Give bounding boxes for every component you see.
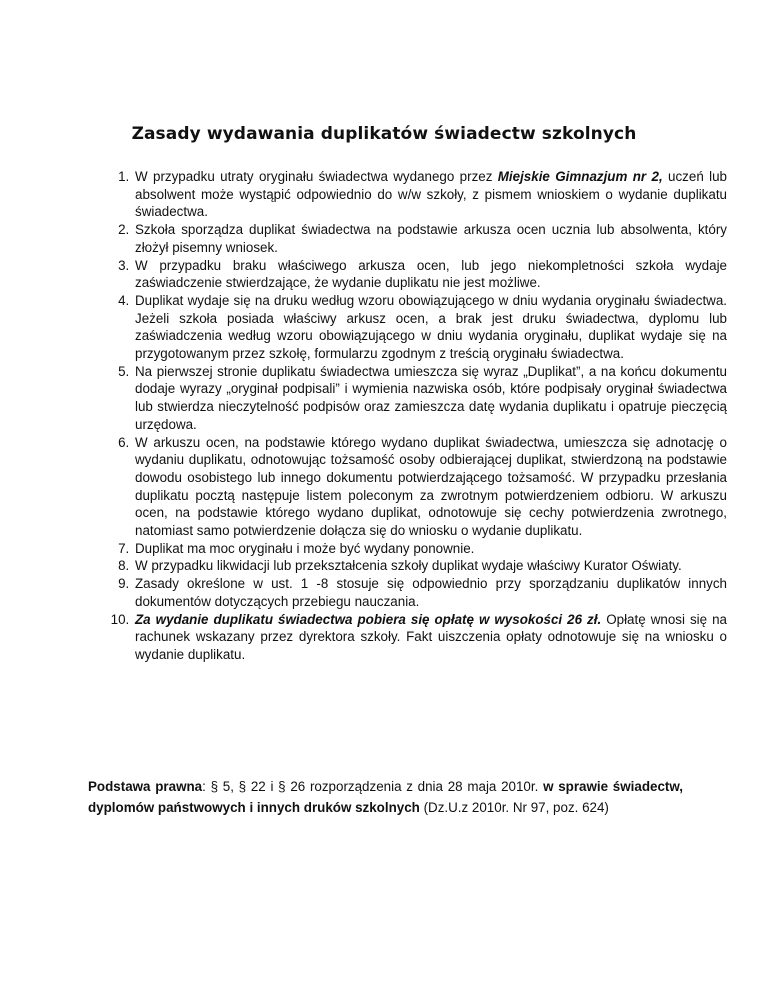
item-emphasis: Miejskie Gimnazjum nr 2,: [497, 169, 663, 184]
rules-list: [88, 168, 727, 664]
item-text-tail: Opłatę wnosi się na rachunek wskazany przez dyrektora szkoły. Fakt uiszczenia opłaty odnotowuje się na wniosku o wydanie duplikatu.: [135, 611, 727, 662]
legal-basis-act-title: w sprawie świadectw, dyplomów państwowych i innych druków szkolnych: [88, 779, 684, 815]
item-text: W przypadku braku właściwego arkusza ocen, lub jego niekompletności szkoła wydaje zaświadczenie stwierdzające, że wydanie duplikatu nie jest możliwe.: [135, 257, 727, 291]
list-item: [133, 540, 727, 558]
list-item: [133, 611, 727, 664]
item-emphasis: Za wydanie duplikatu świadectwa pobiera się opłatę w wysokości 26 zł.: [135, 611, 602, 627]
item-text: W arkuszu ocen, na podstawie którego wydano duplikat świadectwa, umieszcza się adnotację o wydaniu duplikatu, odnotowując tożsamość osoby odbierającej duplikat, stwierdzoną na podstawie dowodu osobistego lub innego dokumentu potwierdzającego tożsamość. W przypadku przesłania duplikatu pocztą następuje listem poleconym za zwrotnym potwierdzeniem odbioru. W arkuszu ocen, na podstawie którego wydano duplikat, odnotowuje się cechy potwierdzenia zwrotnego, natomiast samo potwierdzenie dołącza się do wniosku o wydanie duplikatu.: [135, 434, 727, 539]
item-text: Szkoła sporządza duplikat świadectwa na podstawie arkusza ocen ucznia lub absolwenta, który złożył pisemny wniosek.: [135, 222, 727, 255]
legal-basis: [88, 776, 683, 818]
list-item: [133, 363, 727, 434]
item-text: Na pierwszej stronie duplikatu świadectwa umieszcza się wyraz „Duplikat”, a na końcu dokumentu dodaje wyrazy „oryginał podpisali” i wymienia nazwiska osób, które podpisały oryginał świadectwa lub stwierdza nieczytelność podpisów oraz zamieszcza datę wydania duplikatu i opatruje pieczęcią urzędowa.: [135, 363, 727, 432]
list-item: [133, 292, 727, 363]
item-text: Duplikat ma moc oryginału i może być wydany ponownie.: [135, 540, 475, 556]
item-text: W przypadku likwidacji lub przekształcenia szkoły duplikat wydaje właściwy Kurator Oświaty.: [135, 558, 682, 574]
legal-basis-citation: (Dz.U.z 2010r. Nr 97, poz. 624): [419, 800, 609, 815]
legal-basis-label: Podstawa prawna: [88, 779, 203, 794]
legal-basis-text: : § 5, § 22 i § 26 rozporządzenia z dnia 28 maja 2010r.: [202, 779, 544, 794]
item-text: W przypadku utraty oryginału świadectwa wydanego przez: [135, 169, 498, 184]
item-text-tail: uczeń lub absolwent może wystąpić odpowiednio do w/w szkoły, z pismem wnioskiem o wydanie duplikatu świadectwa.: [135, 169, 727, 220]
list-item: [133, 257, 727, 292]
list-item: [133, 221, 727, 256]
list-item: [133, 557, 727, 575]
document-title: Zasady wydawania duplikatów świadectw szkolnych: [131, 124, 637, 144]
list-item: [133, 575, 727, 610]
item-text: Zasady określone w ust. 1 -8 stosuje się odpowiednio przy sporządzaniu duplikatów innych dokumentów dotyczących przebiegu nauczania.: [135, 576, 727, 609]
list-item: [133, 168, 727, 221]
list-item: [133, 434, 727, 540]
item-text: Duplikat wydaje się na druku według wzoru obowiązującego w dniu wydania oryginału świadectwa. Jeżeli szkoła posiada właściwy arkusz ocen, a brak jest druku świadectwa, dyplomu lub zaświadczenia według wzoru obowiązującego w dniu wydania oryginału, duplikat wydaje się na przygotowanym przez szkołę, formularzu zgodnym z treścią oryginału świadectwa.: [135, 292, 727, 362]
